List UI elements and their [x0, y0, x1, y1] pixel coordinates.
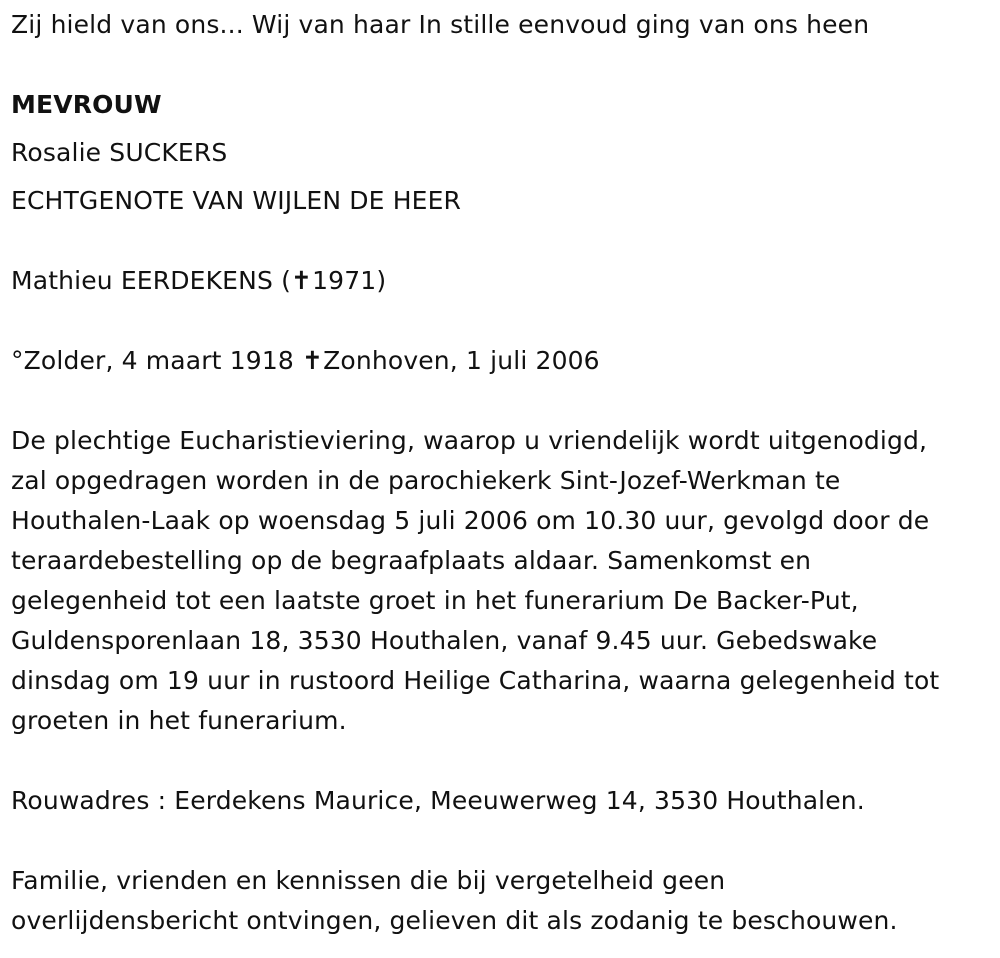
spouse-label: ECHTGENOTE VAN WIJLEN DE HEER: [11, 186, 462, 215]
ceremony-line: Houthalen-Laak op woensdag 5 juli 2006 om 10.30 uur, gevolgd door de: [11, 506, 930, 535]
ceremony-line: Guldensporenlaan 18, 3530 Houthalen, vanaf 9.45 uur. Gebedswake: [11, 626, 878, 655]
birth-info: °Zolder, 4 maart 1918: [11, 346, 303, 375]
ceremony-line: teraardebestelling op de begraafplaats aldaar. Samenkomst en: [11, 546, 812, 575]
ceremony-line: dinsdag om 19 uur in rustoord Heilige Catharina, waarna gelegenheid tot: [11, 666, 940, 695]
ceremony-line: gelegenheid tot een laatste groet in het funerarium De Backer-Put,: [11, 586, 859, 615]
ceremony-line: De plechtige Eucharistieviering, waarop u vriendelijk wordt uitgenodigd,: [11, 426, 928, 455]
cross-icon: ✝: [290, 266, 313, 295]
spouse-death-year: 1971): [312, 266, 387, 295]
address-line: Rouwadres : Eerdekens Maurice, Meeuwerweg 14, 3530 Houthalen.: [11, 786, 865, 815]
closing-line: overlijdensbericht ontvingen, gelieven dit als zodanig te beschouwen.: [11, 906, 898, 935]
deceased-name: Rosalie SUCKERS: [11, 138, 228, 167]
cross-icon: ✝: [302, 346, 324, 375]
ceremony-line: groeten in het funerarium.: [11, 706, 347, 735]
title-text: MEVROUW: [11, 90, 162, 119]
dates-line: [11, 341, 600, 381]
spouse-name: Mathieu EERDEKENS (: [11, 266, 291, 295]
ceremony-line: zal opgedragen worden in de parochiekerk Sint-Jozef-Werkman te: [11, 466, 841, 495]
intro-text: Zij hield van ons... Wij van haar In stille eenvoud ging van ons heen: [11, 10, 870, 39]
closing-line: Familie, vrienden en kennissen die bij vergetelheid geen: [11, 866, 726, 895]
death-info: Zonhoven, 1 juli 2006: [323, 346, 600, 375]
spouse-line: [11, 261, 386, 301]
